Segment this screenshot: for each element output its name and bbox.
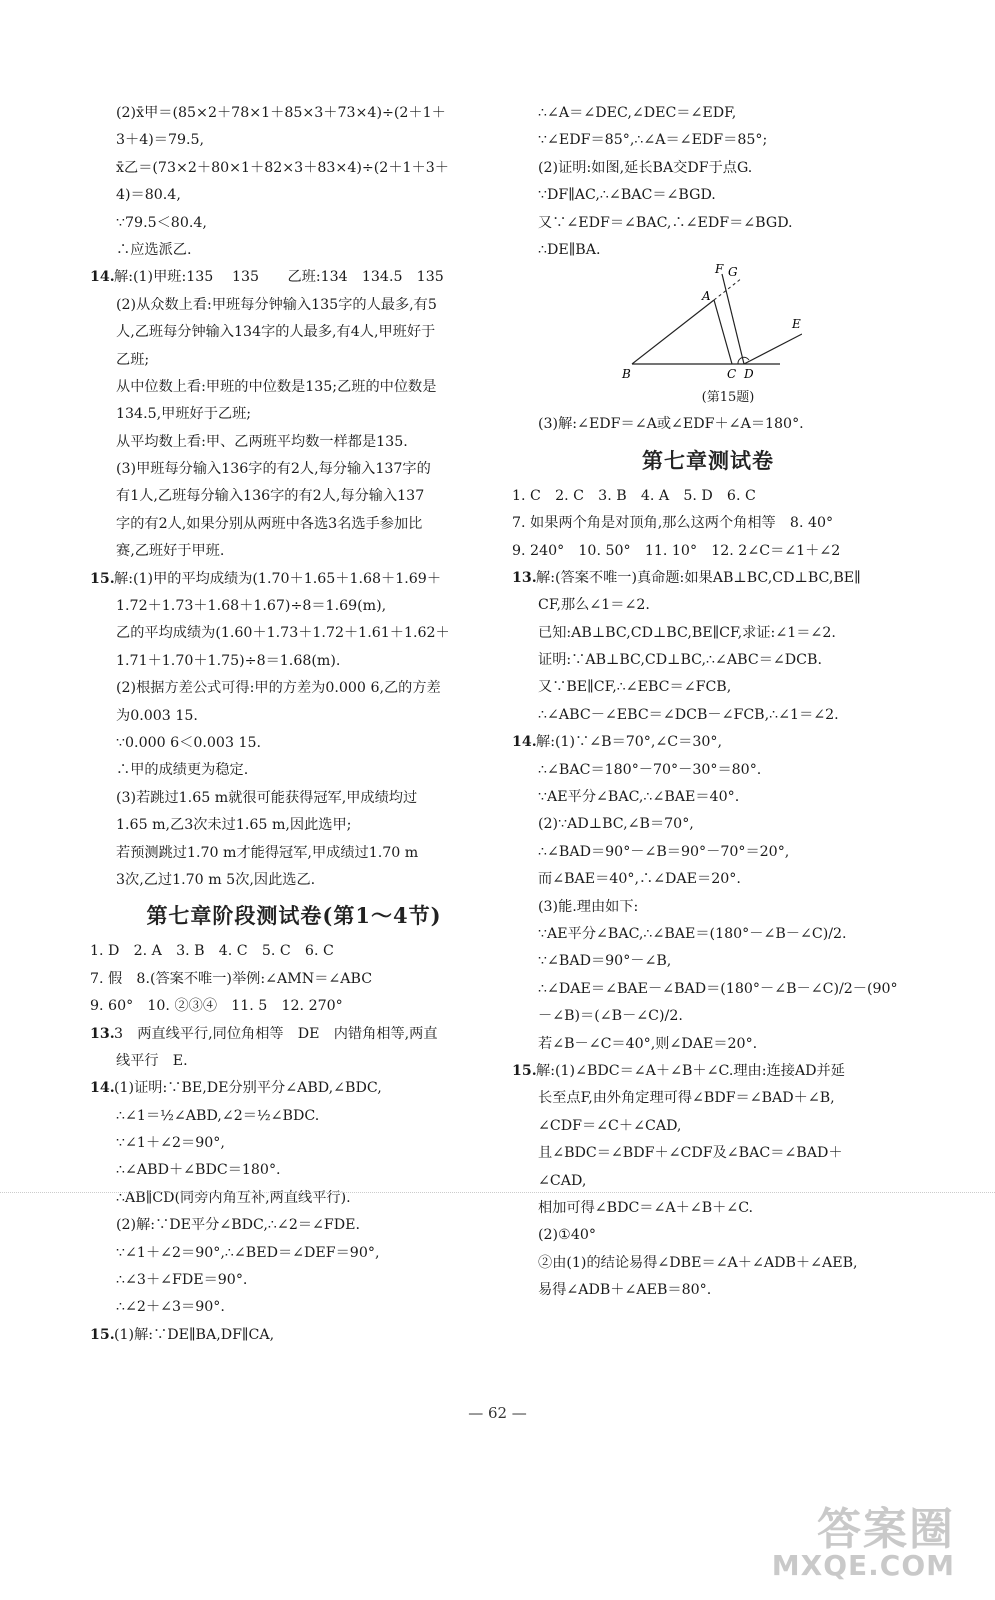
- answer-text: ∴∠BAD＝90°－∠B＝90°－70°＝20°,: [538, 843, 790, 860]
- answer-line: [90, 1267, 498, 1294]
- answer-text: 且∠BDC＝∠BDF＋∠CDF及∠BAC＝∠BAD＋: [538, 1145, 843, 1162]
- answer-line: [90, 347, 498, 374]
- answer-line: [512, 1277, 904, 1304]
- answer-text: 乙班;: [116, 351, 150, 368]
- fold-line: [0, 1192, 995, 1193]
- answer-text: 解:(1)∵∠B＝70°,∠C＝30°,: [536, 734, 722, 751]
- label-b: B: [622, 367, 631, 382]
- answer-text: 若预测跳过1.70 m才能得冠军,甲成绩过1.70 m: [116, 844, 419, 861]
- answer-line: [90, 648, 498, 675]
- answer-text: (3)解:∠EDF＝∠A或∠EDF＋∠A＝180°.: [538, 416, 804, 433]
- answer-text: 3 两直线平行,同位角相等 DE 内错角相等,两直: [114, 1025, 438, 1042]
- answer-line: [512, 729, 904, 756]
- answer-text: (2)解:∵DE平分∠BDC,∴∠2＝∠FDE.: [116, 1217, 361, 1234]
- answer-line: [90, 938, 498, 965]
- answer-text: 解:(1)甲班:135 135 乙班:134 134.5 135: [114, 269, 444, 286]
- answer-text: x̄乙＝(73×2＋80×1＋82×3＋83×4)÷(2＋1＋3＋: [116, 159, 449, 176]
- answer-line: [512, 1250, 904, 1277]
- answer-line: [90, 127, 498, 154]
- answer-line: [90, 319, 498, 346]
- label-c: C: [727, 367, 737, 382]
- answer-line: [90, 155, 498, 182]
- answer-line: [512, 702, 904, 729]
- answer-text: ∵AE平分∠BAC,∴∠BAE＝40°.: [538, 789, 740, 806]
- answer-line: [512, 620, 904, 647]
- answer-text: (1)证明:∵BE,DE分别平分∠ABD,∠BDC,: [114, 1080, 382, 1097]
- answer-line: [90, 1322, 498, 1349]
- figure-caption: (第15题): [701, 390, 755, 406]
- answer-line: [90, 620, 498, 647]
- answer-text: (3)甲班每分输入136字的有2人,每分输入137字的: [116, 461, 431, 478]
- answer-text: ∴∠3＋∠FDE＝90°.: [116, 1272, 248, 1289]
- answer-line: [512, 182, 904, 209]
- answer-text: ∵0.000 6＜0.003 15.: [116, 734, 262, 751]
- answer-line: [90, 456, 498, 483]
- answer-text: 7. 假 8.(答案不唯一)举例:∠AMN＝∠ABC: [90, 970, 373, 987]
- label-d: D: [744, 367, 754, 382]
- answer-line: [90, 757, 498, 784]
- answer-line: [512, 784, 904, 811]
- answer-line: [512, 921, 904, 948]
- section-title-chapter-test: 第七章测试卷: [642, 447, 774, 473]
- answer-line: [512, 1195, 904, 1222]
- answer-text: 9. 240° 10. 50° 11. 10° 12. 2∠C＝∠1＋∠2: [512, 542, 841, 559]
- answer-line: [512, 839, 904, 866]
- line-de: [744, 334, 802, 364]
- answer-line: [512, 1168, 904, 1195]
- answer-text: 已知:AB⊥BC,CD⊥BC,BE∥CF,求证:∠1＝∠2.: [538, 624, 836, 641]
- left-column: [90, 100, 498, 1349]
- answer-text: ∵∠1＋∠2＝90°,∴∠BED＝∠DEF＝90°,: [116, 1244, 380, 1261]
- answer-text: 又∵∠EDF＝∠BAC,∴∠EDF＝∠BGD.: [538, 214, 793, 231]
- answer-text: ∴DE∥BA.: [538, 241, 601, 258]
- right-answer-block-1: [512, 100, 904, 264]
- answer-text: 相加可得∠BDC＝∠A＋∠B＋∠C.: [538, 1199, 754, 1216]
- answer-text: 解:(1)甲的平均成绩为(1.70＋1.65＋1.68＋1.69＋: [114, 570, 442, 587]
- answer-text: 乙的平均成绩为(1.60＋1.73＋1.72＋1.61＋1.62＋: [116, 625, 450, 642]
- answer-line: [512, 647, 904, 674]
- answer-text: 而∠BAE＝40°,∴∠DAE＝20°.: [538, 871, 741, 888]
- answer-text: ∠CDF＝∠C＋∠CAD,: [538, 1117, 682, 1134]
- answer-text: 3＋4)＝79.5,: [116, 132, 205, 149]
- answer-text: ∴甲的成绩更为稳定.: [116, 762, 249, 779]
- answer-text: ∴应选派乙.: [116, 241, 192, 258]
- answer-text: 又∵BE∥CF,∴∠EBC＝∠FCB,: [538, 679, 732, 696]
- answer-text: 1. D 2. A 3. B 4. C 5. C 6. C: [90, 943, 334, 960]
- answer-line: [90, 993, 498, 1020]
- answer-text: 解:(答案不唯一)真命题:如果AB⊥BC,CD⊥BC,BE∥: [536, 569, 861, 586]
- answer-text: (3)若跳过1.65 m就很可能获得冠军,甲成绩均过: [116, 789, 418, 806]
- answer-line: [512, 894, 904, 921]
- answer-line: [512, 976, 904, 1003]
- answer-line: [512, 100, 904, 127]
- answer-line: [512, 1003, 904, 1030]
- answer-line: [90, 812, 498, 839]
- answer-text: 有1人,乙班每分输入136字的有2人,每分输入137: [116, 488, 425, 505]
- line-df: [722, 274, 744, 364]
- answer-text: ∵AE平分∠BAC,∴∠BAE＝(180°－∠B－∠C)/2.: [538, 925, 847, 942]
- answer-text: ∵∠1＋∠2＝90°,: [116, 1135, 225, 1152]
- answer-line: [512, 1222, 904, 1249]
- answer-line: [512, 1085, 904, 1112]
- answer-text: CF,那么∠1＝∠2.: [538, 597, 650, 614]
- answer-text: 若∠B－∠C＝40°,则∠DAE＝20°.: [538, 1035, 758, 1052]
- answer-line: [512, 565, 904, 592]
- page-number: — 62 —: [468, 1404, 527, 1422]
- answer-line: [90, 483, 498, 510]
- answer-text: 134.5,甲班好于乙班;: [116, 406, 252, 423]
- line-ac: [714, 300, 732, 364]
- answer-line: [90, 1021, 498, 1048]
- answer-line: [90, 1185, 498, 1212]
- answer-line: [512, 1031, 904, 1058]
- question-number: 15.: [512, 1062, 537, 1079]
- answer-line: [90, 730, 498, 757]
- question-number: 13.: [512, 569, 537, 586]
- answer-line: [512, 483, 904, 510]
- answer-text: (2)①40°: [538, 1227, 596, 1244]
- answer-text: ∴AB∥CD(同旁内角互补,两直线平行).: [116, 1189, 351, 1206]
- answer-text: 3次,乙过1.70 m 5次,因此选乙.: [116, 871, 316, 888]
- answer-text: ∵DF∥AC,∴∠BAC＝∠BGD.: [538, 187, 716, 204]
- answer-line: [512, 237, 904, 264]
- answer-line: [512, 510, 904, 537]
- answer-line: [90, 675, 498, 702]
- answer-line: [512, 811, 904, 838]
- answer-text: ∴∠A＝∠DEC,∠DEC＝∠EDF,: [538, 105, 737, 121]
- answer-line: [90, 538, 498, 565]
- answer-text: (2)根据方差公式可得:甲的方差为0.000 6,乙的方差: [116, 680, 441, 697]
- question-number: 14.: [512, 734, 537, 751]
- answer-line: [512, 155, 904, 182]
- answer-text: 从平均数上看:甲、乙两班平均数一样都是135.: [116, 433, 408, 450]
- question-number: 14.: [90, 1080, 115, 1097]
- answer-text: 从中位数上看:甲班的中位数是135;乙班的中位数是: [116, 378, 437, 395]
- answer-line: [90, 1130, 498, 1157]
- answer-line: [90, 1157, 498, 1184]
- answer-text: (2)证明:如图,延长BA交DF于点G.: [538, 159, 753, 176]
- answer-text: (2)x̄甲＝(85×2＋78×1＋85×3＋73×4)÷(2＋1＋: [116, 105, 446, 121]
- figure-15-svg: [602, 264, 802, 384]
- answer-text: 线平行 E.: [116, 1052, 188, 1069]
- answer-text: 证明:∵AB⊥BC,CD⊥BC,∴∠ABC＝∠DCB.: [538, 652, 822, 669]
- answer-text: ∴∠DAE＝∠BAE－∠BAD＝(180°－∠B－∠C)/2－(90°: [538, 980, 898, 997]
- answer-line: [512, 1058, 904, 1085]
- answer-text: (2)∵AD⊥BC,∠B＝70°,: [538, 816, 694, 833]
- label-g: G: [728, 265, 738, 280]
- left-answer-block-2: [90, 938, 498, 1349]
- answer-line: [512, 127, 904, 154]
- label-e: E: [792, 317, 801, 332]
- label-f: F: [715, 264, 724, 277]
- answer-text: 人,乙班每分钟输入134字的人最多,有4人,甲班好于: [116, 324, 436, 341]
- answer-line: [90, 401, 498, 428]
- answer-text: 1.65 m,乙3次未过1.65 m,因此选甲;: [116, 817, 352, 834]
- watermark-url: MXQE.COM: [771, 1549, 955, 1582]
- right-answer-block-2: [512, 483, 904, 1305]
- answer-line: [512, 1113, 904, 1140]
- answer-line: [512, 674, 904, 701]
- answer-line: [512, 757, 904, 784]
- answer-text: ∴∠1＝½∠ABD,∠2＝½∠BDC.: [116, 1107, 320, 1124]
- answer-line: [512, 1140, 904, 1167]
- answer-text: 赛,乙班好于甲班.: [116, 543, 225, 560]
- answer-text: ∴∠ABD＋∠BDC＝180°.: [116, 1162, 281, 1179]
- answer-text: (1)解:∵DE∥BA,DF∥CA,: [114, 1326, 275, 1343]
- answer-line: [90, 511, 498, 538]
- geometry-figure-15: [512, 264, 904, 384]
- label-a: A: [702, 289, 711, 304]
- answer-text: 1.72＋1.73＋1.68＋1.67)÷8＝1.69(m),: [116, 598, 387, 615]
- line-ba: [632, 300, 714, 364]
- answer-text: 7. 如果两个角是对顶角,那么这两个角相等 8. 40°: [512, 515, 834, 532]
- answer-text: ∵79.5＜80.4,: [116, 214, 207, 231]
- answer-line: [90, 840, 498, 867]
- answer-text: 1. C 2. C 3. B 4. A 5. D 6. C: [512, 487, 756, 504]
- answer-line: [90, 867, 498, 894]
- answer-line: [90, 264, 498, 291]
- answer-text: 1.71＋1.70＋1.75)÷8＝1.68(m).: [116, 652, 341, 669]
- answer-line: [90, 374, 498, 401]
- answer-text: (3)能.理由如下:: [538, 898, 639, 915]
- answer-line: [90, 1294, 498, 1321]
- answer-line: [90, 182, 498, 209]
- answer-line: [512, 411, 904, 438]
- left-answer-block-1: [90, 100, 498, 894]
- answer-text: ∠CAD,: [538, 1172, 587, 1189]
- answer-line: [90, 100, 498, 127]
- answer-line: [512, 538, 904, 565]
- right-column: [512, 100, 904, 1304]
- question-number: 14.: [90, 269, 115, 286]
- answer-text: 4)＝80.4,: [116, 187, 181, 204]
- question-number: 13.: [90, 1025, 115, 1042]
- answer-text: ∴∠BAC＝180°－70°－30°＝80°.: [538, 761, 762, 778]
- answer-text: ∴∠2＋∠3＝90°.: [116, 1299, 225, 1316]
- answer-text: 为0.003 15.: [116, 707, 198, 724]
- answer-text: 长至点F,由外角定理可得∠BDF＝∠BAD＋∠B,: [538, 1090, 835, 1107]
- answer-line: [512, 210, 904, 237]
- watermark-logo-text: 答案圈: [817, 1504, 955, 1555]
- answer-line: [512, 592, 904, 619]
- answer-line: [90, 1212, 498, 1239]
- answer-line: [90, 593, 498, 620]
- answer-line: [512, 948, 904, 975]
- answer-line: [90, 1048, 498, 1075]
- watermark: [771, 1504, 955, 1582]
- question-number: 15.: [90, 1326, 115, 1343]
- answer-text: 9. 60° 10. ②③④ 11. 5 12. 270°: [90, 998, 343, 1015]
- answer-line: [90, 566, 498, 593]
- answer-line: [90, 785, 498, 812]
- answer-line: [90, 1103, 498, 1130]
- answer-text: 易得∠ADB＋∠AEB＝80°.: [538, 1282, 712, 1299]
- answer-line: [90, 292, 498, 319]
- answer-text: ∵∠EDF＝85°,∴∠A＝∠EDF＝85°;: [538, 132, 768, 149]
- answer-line: [90, 210, 498, 237]
- section-title-stage-test: 第七章阶段测试卷(第1～4节): [146, 903, 442, 929]
- answer-line: [90, 1075, 498, 1102]
- answer-line: [90, 703, 498, 730]
- answer-line: [90, 1240, 498, 1267]
- answer-text: (2)从众数上看:甲班每分钟输入135字的人最多,有5: [116, 296, 437, 313]
- question-number: 15.: [90, 570, 115, 587]
- answer-text: 字的有2人,如果分别从两班中各选3名选手参加比: [116, 515, 423, 532]
- answer-line: [512, 866, 904, 893]
- answer-line: [90, 237, 498, 264]
- answer-text: ∵∠BAD＝90°－∠B,: [538, 953, 672, 970]
- answer-text: ∴∠ABC－∠EBC＝∠DCB－∠FCB,∴∠1＝∠2.: [538, 706, 839, 723]
- answer-text: －∠B)＝(∠B－∠C)/2.: [538, 1008, 683, 1025]
- answer-line: [90, 429, 498, 456]
- answer-text: ②由(1)的结论易得∠DBE＝∠A＋∠ADB＋∠AEB,: [538, 1254, 858, 1271]
- right-answer-after-figure: [512, 411, 904, 438]
- answer-line: [90, 966, 498, 993]
- answer-text: 解:(1)∠BDC＝∠A＋∠B＋∠C.理由:连接AD并延: [536, 1062, 845, 1079]
